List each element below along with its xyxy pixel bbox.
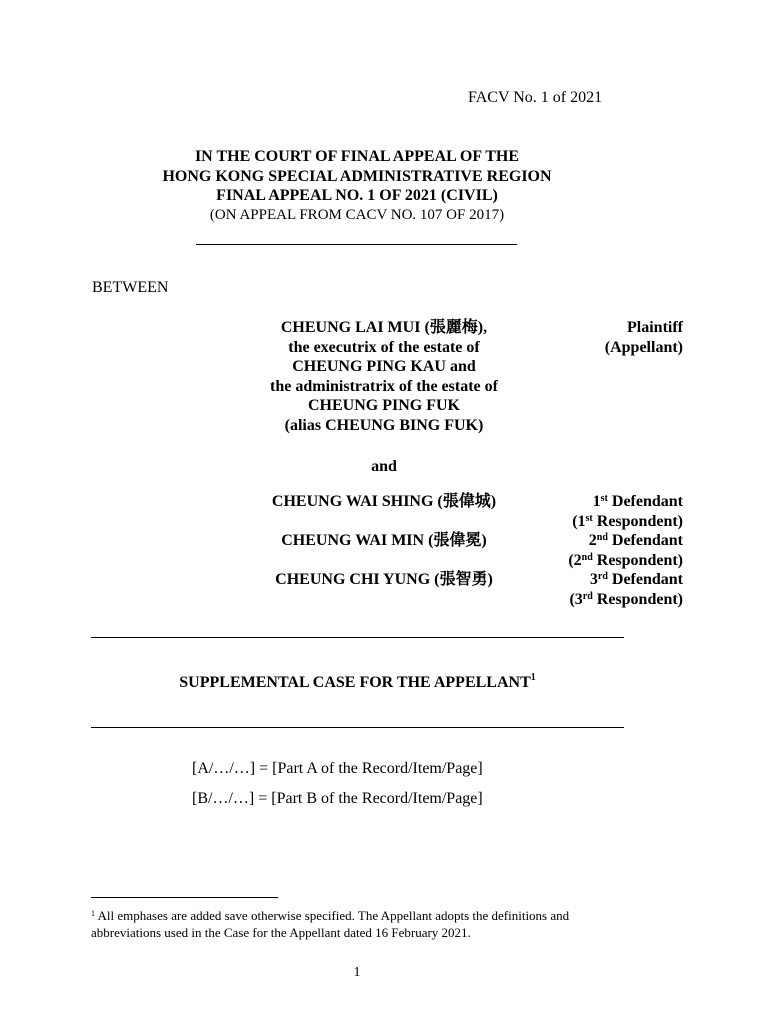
and-label: and bbox=[371, 458, 397, 475]
court-heading-line-4: (ON APPEAL FROM CACV NO. 107 OF 2017) bbox=[209, 206, 505, 223]
court-heading bbox=[100, 147, 614, 225]
document-title-text: SUPPLEMENTAL CASE FOR THE APPELLANT bbox=[179, 674, 531, 691]
footnote-reference[interactable]: 1 bbox=[530, 672, 536, 683]
heading-divider bbox=[196, 244, 517, 245]
title-bottom-rule bbox=[91, 727, 624, 728]
footnote bbox=[91, 905, 631, 941]
court-heading-line-2: HONG KONG SPECIAL ADMINISTRATIVE REGION bbox=[162, 167, 552, 185]
defendant-2-role: 2nd Defendant (2nd Respondent) bbox=[568, 532, 683, 569]
plaintiff-line-5: CHEUNG PING FUK bbox=[308, 397, 460, 414]
title-top-rule bbox=[91, 637, 624, 638]
between-label: BETWEEN bbox=[92, 279, 169, 296]
court-heading-line-3: FINAL APPEAL NO. 1 OF 2021 (CIVIL) bbox=[216, 187, 498, 204]
plaintiff-role: Plaintiff bbox=[627, 319, 683, 336]
plaintiff-line-3: CHEUNG PING KAU and bbox=[292, 358, 476, 375]
reference-part-b: [B/…/…] = [Part B of the Record/Item/Page] bbox=[192, 790, 483, 807]
footnote-mark: 1 bbox=[91, 909, 95, 918]
plaintiff-role-block bbox=[520, 318, 683, 357]
reference-part-a: [A/…/…] = [Part A of the Record/Item/Page] bbox=[192, 760, 483, 777]
footnote-text: All emphases are added save otherwise specified. The Appellant adopts the definitions and abbreviations used in the Case for the Appellant dated 16 February 2021. bbox=[91, 908, 570, 940]
plaintiff-block bbox=[244, 318, 524, 435]
defendant-1-role: 1st Defendant (1st Respondent) bbox=[572, 493, 683, 530]
plaintiff-line-2: the executrix of the estate of bbox=[288, 338, 480, 356]
document-title bbox=[91, 668, 624, 693]
court-heading-line-1: IN THE COURT OF FINAL APPEAL OF THE bbox=[194, 148, 520, 165]
footnote-separator bbox=[91, 897, 278, 898]
defendant-2-name: CHEUNG WAI MIN (張偉冕) bbox=[281, 532, 487, 549]
plaintiff-line-6: (alias CHEUNG BING FUK) bbox=[284, 416, 484, 434]
defendant-3-name: CHEUNG CHI YUNG (張智勇) bbox=[275, 571, 493, 588]
plaintiff-line-4: the administratrix of the estate of bbox=[270, 377, 498, 395]
case-number: FACV No. 1 of 2021 bbox=[468, 89, 603, 106]
plaintiff-role-sub: (Appellant) bbox=[604, 338, 683, 356]
plaintiff-line-1: CHEUNG LAI MUI (張麗梅), bbox=[280, 319, 488, 336]
defendant-1-name: CHEUNG WAI SHING (張偉城) bbox=[271, 493, 497, 510]
defendant-3-role: 3rd Defendant (3rd Respondent) bbox=[569, 571, 683, 608]
page-number: 1 bbox=[353, 965, 361, 980]
